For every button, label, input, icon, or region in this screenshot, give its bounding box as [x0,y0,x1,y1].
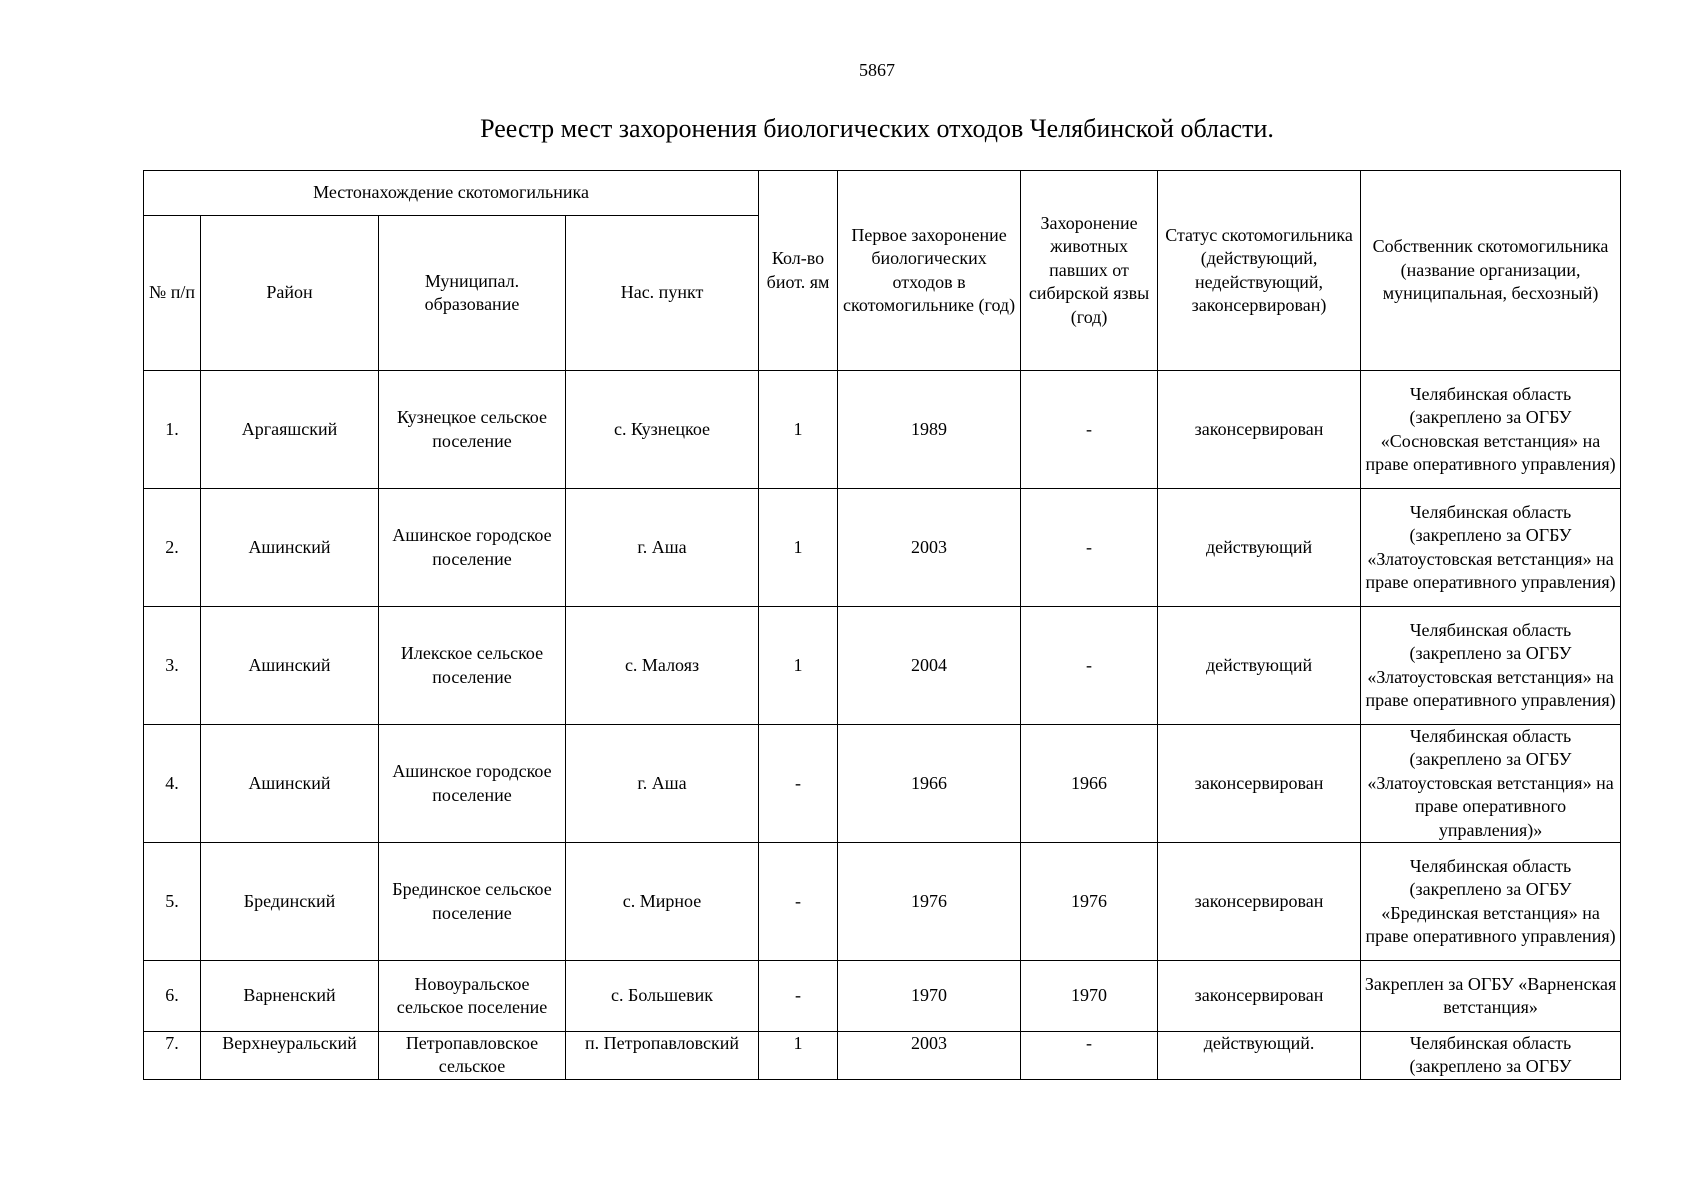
table-row [144,961,1621,1032]
cell-municipality: Илекское сельское поселение [379,607,566,725]
cell-first-burial: 1976 [838,843,1021,961]
cell-num: 2. [144,489,201,607]
cell-status: законсервирован [1158,843,1361,961]
cell-anthrax: 1966 [1021,725,1158,843]
cell-first-burial: 1970 [838,961,1021,1032]
cell-municipality: Брединское сельское поселение [379,843,566,961]
cell-municipality: Новоуральское сельское поселение [379,961,566,1032]
cell-first-burial: 2004 [838,607,1021,725]
header-settlement: Нас. пункт [566,216,759,371]
cell-status: законсервирован [1158,725,1361,843]
cell-district: Верхнеуральский [201,1032,379,1080]
cell-district: Варненский [201,961,379,1032]
header-anthrax-burial: Захоронение животных павших от сибирской язвы (год) [1021,171,1158,371]
cell-district: Брединский [201,843,379,961]
cell-municipality: Петропавловское сельское [379,1032,566,1080]
header-num: № п/п [144,216,201,371]
cell-owner: Челябинская область (закреплено за ОГБУ «Златоустовская ветстанция» на праве оперативного управления) [1361,489,1621,607]
cell-num: 4. [144,725,201,843]
cell-status: законсервирован [1158,371,1361,489]
cell-first-burial: 2003 [838,1032,1021,1080]
header-municipality: Муниципал. образование [379,216,566,371]
cell-district: Ашинский [201,607,379,725]
cell-pits: 1 [759,489,838,607]
table-row [144,489,1621,607]
cell-status: действующий [1158,607,1361,725]
cell-status: законсервирован [1158,961,1361,1032]
cell-pits: 1 [759,1032,838,1080]
registry-table [143,170,1621,1080]
document-title: Реестр мест захоронения биологических отходов Челябинской области. [480,114,1274,143]
cell-municipality: Кузнецкое сельское поселение [379,371,566,489]
cell-owner: Челябинская область (закреплено за ОГБУ [1361,1032,1621,1080]
header-status: Статус скотомогильника (действующий, недействующий, законсервирован) [1158,171,1361,371]
cell-anthrax: - [1021,489,1158,607]
header-district: Район [201,216,379,371]
table-row [144,725,1621,843]
header-first-burial: Первое захоронение биологических отходов в скотомогильнике (год) [838,171,1021,371]
cell-anthrax: - [1021,1032,1158,1080]
cell-district: Аргаяшский [201,371,379,489]
cell-municipality: Ашинское городское поселение [379,725,566,843]
header-pits-count: Кол-во биот. ям [759,171,838,371]
table-row [144,607,1621,725]
cell-status: действующий. [1158,1032,1361,1080]
cell-settlement: с. Малояз [566,607,759,725]
cell-settlement: г. Аша [566,725,759,843]
cell-owner: Челябинская область (закреплено за ОГБУ «Сосновская ветстанция» на праве оперативного управления) [1361,371,1621,489]
cell-num: 3. [144,607,201,725]
cell-num: 5. [144,843,201,961]
cell-settlement: с. Кузнецкое [566,371,759,489]
table-row [144,371,1621,489]
header-location-group: Местонахождение скотомогильника [144,171,759,216]
cell-pits: - [759,843,838,961]
cell-settlement: п. Петропавловский [566,1032,759,1080]
cell-anthrax: - [1021,607,1158,725]
cell-district: Ашинский [201,489,379,607]
cell-num: 1. [144,371,201,489]
cell-municipality: Ашинское городское поселение [379,489,566,607]
cell-settlement: г. Аша [566,489,759,607]
cell-pits: 1 [759,607,838,725]
cell-owner: Челябинская область (закреплено за ОГБУ «Брединская ветстанция» на праве оперативного управления) [1361,843,1621,961]
cell-district: Ашинский [201,725,379,843]
cell-first-burial: 1966 [838,725,1021,843]
cell-pits: 1 [759,371,838,489]
table-row [144,843,1621,961]
cell-anthrax: - [1021,371,1158,489]
table-row [144,1032,1621,1080]
cell-pits: - [759,961,838,1032]
cell-first-burial: 2003 [838,489,1021,607]
cell-num: 7. [144,1032,201,1080]
cell-owner: Челябинская область (закреплено за ОГБУ «Златоустовская ветстанция» на праве оперативного управления) [1361,607,1621,725]
page-number: 5867 [859,60,895,80]
cell-anthrax: 1970 [1021,961,1158,1032]
cell-first-burial: 1989 [838,371,1021,489]
header-row-top [144,171,1621,216]
header-owner: Собственник скотомогильника (название организации, муниципальная, бесхозный) [1361,171,1621,371]
cell-num: 6. [144,961,201,1032]
cell-settlement: с. Большевик [566,961,759,1032]
cell-owner: Закреплен за ОГБУ «Варненская ветстанция» [1361,961,1621,1032]
cell-pits: - [759,725,838,843]
cell-settlement: с. Мирное [566,843,759,961]
cell-anthrax: 1976 [1021,843,1158,961]
cell-owner: Челябинская область (закреплено за ОГБУ «Златоустовская ветстанция» на праве оперативного управления)» [1361,725,1621,843]
cell-status: действующий [1158,489,1361,607]
